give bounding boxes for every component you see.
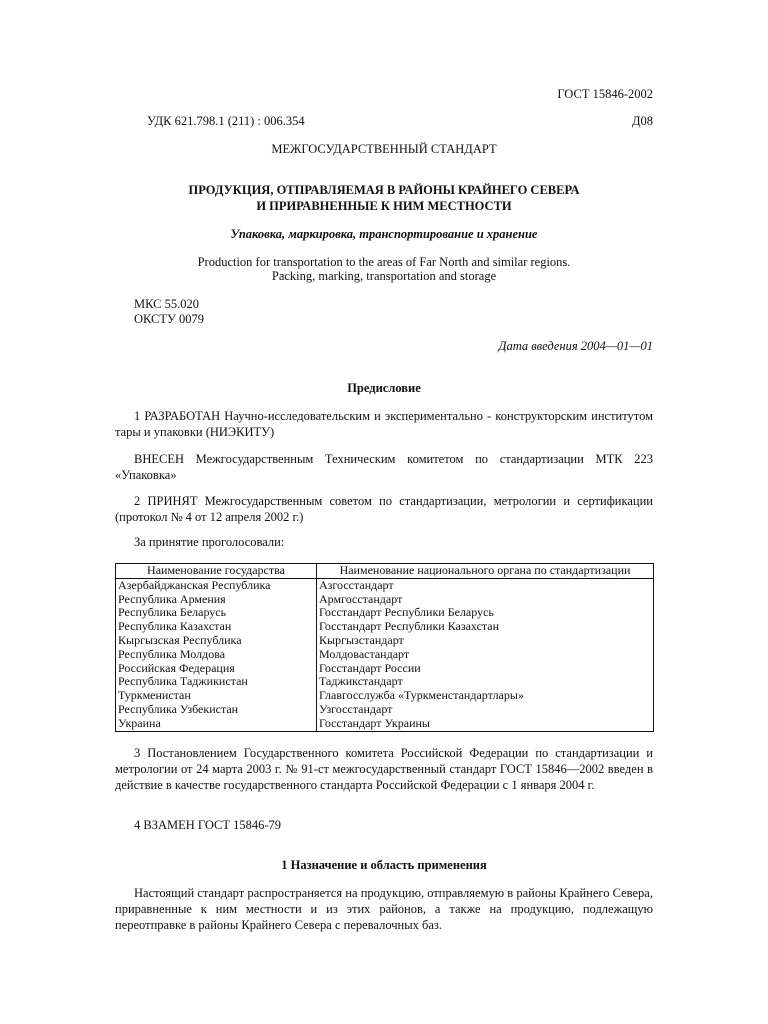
body-cell: Госстандарт Республики Казахстан: [317, 620, 654, 634]
body-cell: Азгосстандарт: [317, 578, 654, 592]
paragraph-adopted: 2 ПРИНЯТ Межгосударственным советом по стандартизации, метрологии и сертификации (протокол № 4 от 12 апреля 2002 г.): [115, 494, 653, 524]
introduction-date: Дата введения 2004—01—01: [498, 339, 653, 353]
state-cell: Республика Узбекистан: [116, 703, 317, 717]
gost-number: ГОСТ 15846-2002: [557, 87, 653, 101]
table-row: [116, 606, 654, 620]
column-header-state: Наименование государства: [116, 564, 317, 579]
table-row: [116, 689, 654, 703]
state-cell: Республика Армения: [116, 593, 317, 607]
state-cell: Украина: [116, 717, 317, 731]
okstu-code: ОКСТУ 0079: [134, 312, 205, 326]
section-1-heading: 1 Назначение и область применения: [281, 858, 487, 872]
state-cell: Азербайджанская Республика: [116, 578, 317, 592]
paragraph-replaces: 4 ВЗАМЕН ГОСТ 15846-79: [134, 818, 282, 832]
body-cell: Молдовастандарт: [317, 648, 654, 662]
group-code: Д08: [631, 114, 653, 128]
body-cell: Кыргызстандарт: [317, 634, 654, 648]
body-cell: Узгосстандарт: [317, 703, 654, 717]
state-cell: Республика Молдова: [116, 648, 317, 662]
state-cell: Туркменистан: [116, 689, 317, 703]
body-cell: Таджикстандарт: [317, 675, 654, 689]
body-cell: Главгосслужба «Туркменстандартлары»: [317, 689, 654, 703]
subtitle: Упаковка, маркировка, транспортирование и хранение: [230, 227, 538, 241]
table-row: [116, 648, 654, 662]
body-cell: Госстандарт России: [317, 662, 654, 676]
column-header-body: Наименование национального органа по стандартизации: [317, 564, 654, 579]
paragraph-enacted: 3 Постановлением Государственного комитета Российской Федерации по стандартизации и метрологии от 24 марта 2003 г. № 91-ст межгосударственный стандарт ГОСТ 15846—2002 введен в действие в качестве государственного стандарта Российской Федерации с 1 января 2004 г.: [115, 746, 653, 792]
state-cell: Российская Федерация: [116, 662, 317, 676]
voted-label: За принятие проголосовали:: [134, 535, 285, 549]
foreword-heading: Предисловие: [347, 381, 421, 395]
table-row: [116, 662, 654, 676]
paragraph-developed: 1 РАЗРАБОТАН Научно-исследовательским и экспериментально - конструкторским институтом тары и упаковки (НИЭКИТУ): [115, 409, 653, 439]
table-row: [116, 578, 654, 592]
table-row: [116, 703, 654, 717]
section-1-text: Настоящий стандарт распространяется на продукцию, отправляемую в районы Крайнего Севера, приравненные к ним местности и из этих районов, а также на продукцию, подлежащую переотправке в районы Крайнего Севера с перевалочных баз.: [115, 886, 653, 932]
table-row: [116, 717, 654, 731]
table-row: [116, 675, 654, 689]
table-row: [116, 620, 654, 634]
english-title-line-1: Production for transportation to the areas of Far North and similar regions.: [197, 255, 571, 269]
udk-code: УДК 621.798.1 (211) : 006.354: [147, 114, 305, 128]
table-row: [116, 634, 654, 648]
table-row: [116, 593, 654, 607]
english-title-line-2: Packing, marking, transportation and storage: [271, 269, 497, 283]
state-cell: Республика Казахстан: [116, 620, 317, 634]
title-line-2: И ПРИРАВНЕННЫЕ К НИМ МЕСТНОСТИ: [256, 199, 512, 213]
state-cell: Республика Таджикистан: [116, 675, 317, 689]
body-cell: Госстандарт Украины: [317, 717, 654, 731]
state-cell: Кыргызская Республика: [116, 634, 317, 648]
state-cell: Республика Беларусь: [116, 606, 317, 620]
title-line-1: ПРОДУКЦИЯ, ОТПРАВЛЯЕМАЯ В РАЙОНЫ КРАЙНЕГО СЕВЕРА: [188, 183, 580, 197]
mks-code: МКС 55.020: [134, 297, 199, 311]
body-cell: Армгосстандарт: [317, 593, 654, 607]
table-header-row: [116, 564, 654, 579]
states-table: [115, 563, 654, 732]
paragraph-submitted: ВНЕСЕН Межгосударственным Техническим комитетом по стандартизации МТК 223 «Упаковка»: [115, 452, 653, 482]
standard-category: МЕЖГОСУДАРСТВЕННЫЙ СТАНДАРТ: [271, 142, 497, 156]
body-cell: Госстандарт Республики Беларусь: [317, 606, 654, 620]
